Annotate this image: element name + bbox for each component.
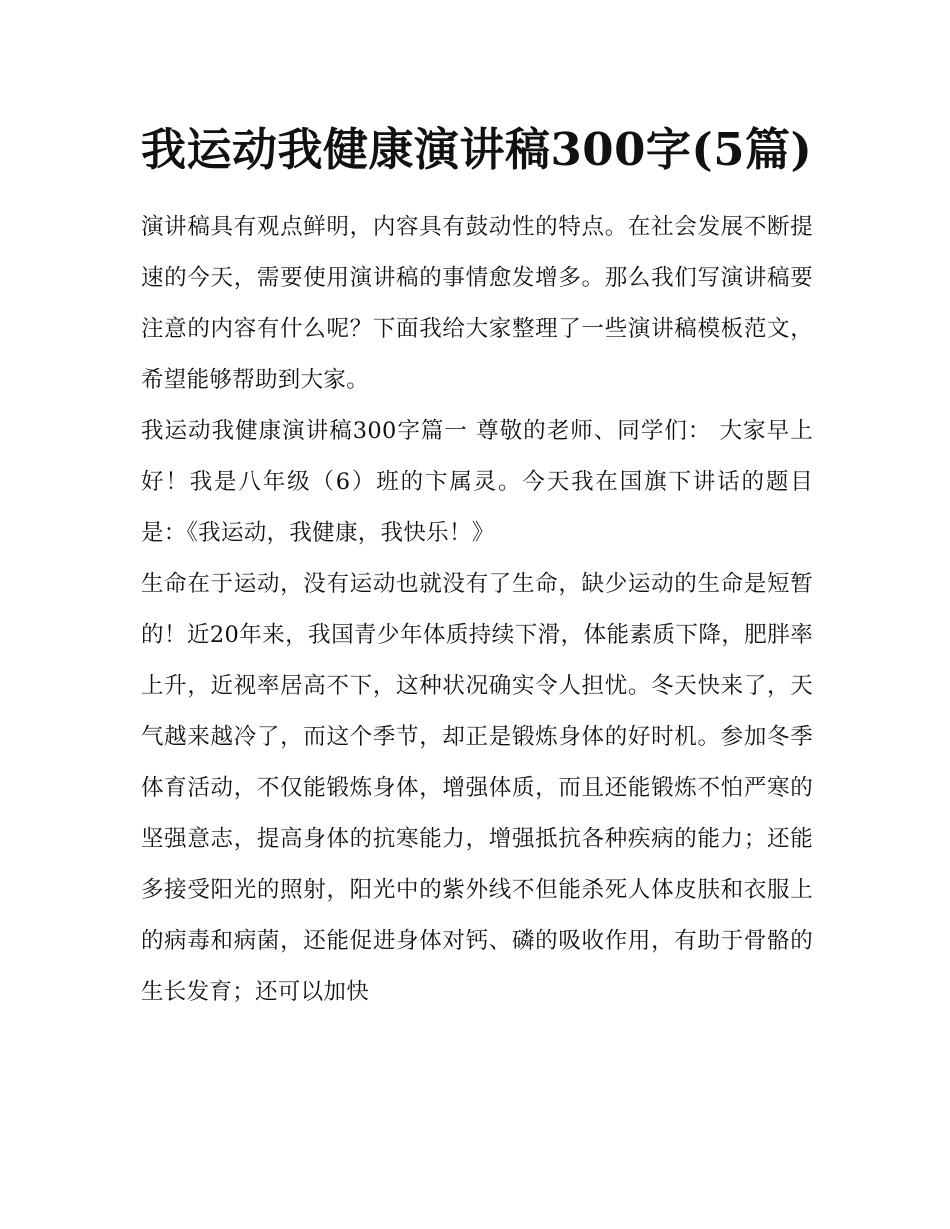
speech-body-paragraph: 生命在于运动，没有运动也就没有了生命，缺少运动的生命是短暂的！近20年来，我国青少年体质持续下滑，体能素质下降，肥胖率上升，近视率居高不下，这种状况确实令人担忧。冬天快来了，天气越来越冷了，而这个季节，却正是锻炼身体的好时机。参加冬季体育活动，不仅能锻炼身体，增强体质，而且还能锻炼不怕严寒的坚强意志，提高身体的抗寒能力，增强抵抗各种疾病的能力；还能多接受阳光的照射，阳光中的紫外线不但能杀死人体皮肤和衣服上的病毒和病菌，还能促进身体对钙、磷的吸收作用，有助于骨骼的生长发育；还可以加快: [141, 571, 813, 1005]
document-title: 我运动我健康演讲稿300字(5篇): [141, 123, 813, 176]
speech-opening-paragraph: 我运动我健康演讲稿300字篇一 尊敬的老师、同学们： 大家早上好！我是八年级（6）班的卞属灵。今天我在国旗下讲话的题目是：《我运动，我健康，我快乐！》: [141, 418, 813, 546]
document-body: [141, 112, 813, 1018]
intro-paragraph: 演讲稿具有观点鲜明，内容具有鼓动性的特点。在社会发展不断提速的今天，需要使用演讲稿的事情愈发增多。那么我们写演讲稿要注意的内容有什么呢？下面我给大家整理了一些演讲稿模板范文，希望能够帮助到大家。: [141, 214, 813, 393]
